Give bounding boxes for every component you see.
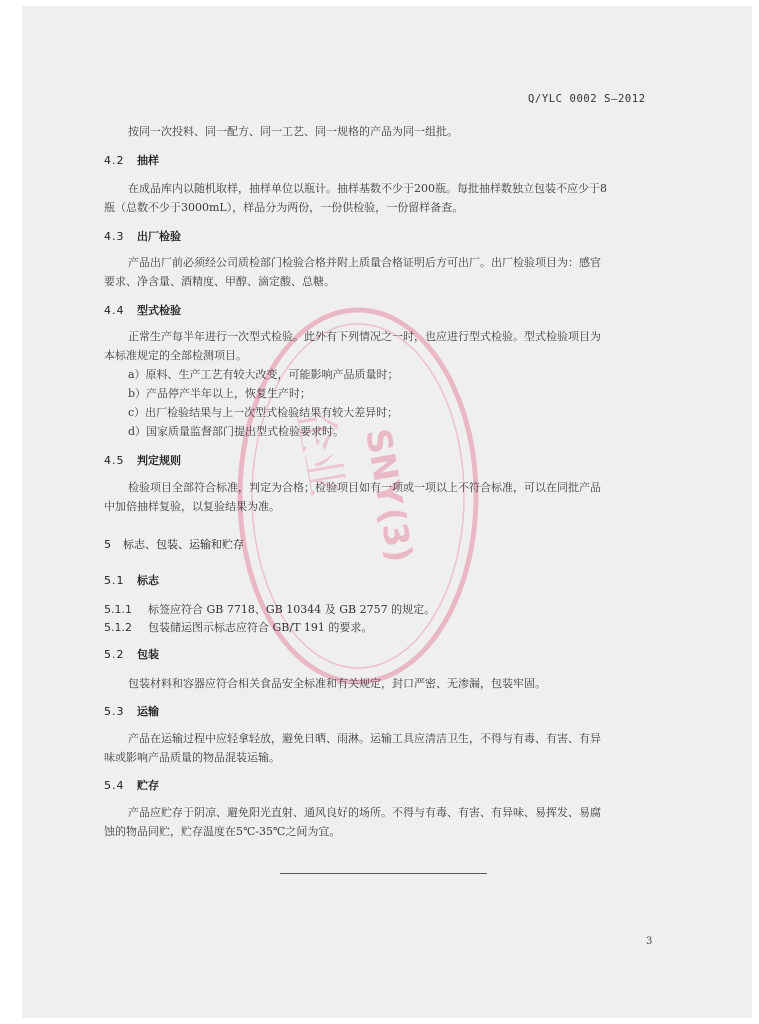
section-number: 4.2: [104, 154, 125, 167]
paragraph-line: 要求、净含量、酒精度、甲醇、滴定酸、总糖。: [104, 275, 335, 288]
paragraph-line: 产品在运输过程中应轻拿轻放，避免日晒、雨淋。运输工具应清洁卫生，不得与有毒、有害、有异: [128, 732, 601, 745]
clause-5-1-2: [104, 621, 372, 634]
section-number: 4.5: [104, 454, 125, 467]
section-title: 贮存: [137, 779, 159, 792]
paragraph-line: 检验项目全部符合标准，判定为合格；检验项目如有一项或一项以上不符合标准，可以在同批产品: [128, 481, 601, 494]
heading-4-4: [104, 304, 181, 317]
section-title: 运输: [137, 705, 159, 718]
section-number: 4.3: [104, 230, 125, 243]
clause-number: 5.1.2: [104, 621, 132, 634]
paragraph-line: 瓶（总数不少于3000mL），样品分为两份，一份供检验，一份留样备查。: [104, 201, 464, 214]
clause-text: 标签应符合 GB 7718、GB 10344 及 GB 2757 的规定。: [148, 603, 436, 616]
section-title: 出厂检验: [137, 230, 181, 243]
clause-text: 包装储运图示标志应符合 GB/T 191 的要求。: [148, 621, 373, 634]
heading-5-2: [104, 648, 159, 661]
page-number: 3: [646, 936, 653, 947]
section-number: 4.4: [104, 304, 125, 317]
heading-5-1: [104, 574, 159, 587]
paragraph-line: 产品应贮存于阴凉、避免阳光直射、通风良好的场所。不得与有毒、有害、有异味、易挥发、易腐: [128, 806, 601, 819]
heading-5-4: [104, 779, 159, 792]
section-number: 5.3: [104, 705, 125, 718]
section-number: 5: [104, 538, 112, 551]
list-item-b: b）产品停产半年以上，恢复生产时；: [128, 387, 312, 400]
paragraph-line: 蚀的物品同贮，贮存温度在5℃-35℃之间为宜。: [104, 825, 341, 838]
paragraph-line: 正常生产每半年进行一次型式检验。此外有下列情况之一时，也应进行型式检验。型式检验项目为: [128, 330, 601, 343]
paragraph-line: 本标准规定的全部检测项目。: [104, 349, 247, 362]
list-item-c: c）出厂检验结果与上一次型式检验结果有较大差异时；: [128, 406, 399, 419]
clause-5-1-1: [104, 603, 435, 616]
section-number: 5.4: [104, 779, 125, 792]
paragraph-line: 中加倍抽样复验，以复验结果为准。: [104, 500, 280, 513]
heading-5-3: [104, 705, 159, 718]
list-item-d: d）国家质量监督部门提出型式检验要求时。: [128, 425, 345, 438]
paragraph-line: 在成品库内以随机取样，抽样单位以瓶计。抽样基数不少于200瓶。每批抽样数独立包装不应少于8: [128, 182, 607, 195]
heading-4-5: [104, 454, 181, 467]
heading-4-2: [104, 154, 159, 167]
paragraph-line: 产品出厂前必须经公司质检部门检验合格并附上质量合格证明后方可出厂。出厂检验项目为：感官: [128, 256, 601, 269]
section-title: 包装: [137, 648, 159, 661]
svg-text:(3): (3): [370, 504, 420, 566]
section-title: 标志: [137, 574, 159, 587]
standard-code: Q/YLC 0002 S—2012: [528, 93, 646, 105]
end-rule: [280, 873, 487, 874]
heading-5: [104, 538, 244, 551]
section-number: 5.2: [104, 648, 125, 661]
heading-4-3: [104, 230, 181, 243]
clause-number: 5.1.1: [104, 603, 132, 616]
paragraph-batch: 按同一次投料、同一配方、同一工艺、同一规格的产品为同一组批。: [128, 125, 458, 138]
svg-text:SNY: SNY: [356, 425, 410, 510]
paragraph-line: 味或影响产品质量的物品混装运输。: [104, 751, 280, 764]
section-title: 型式检验: [137, 304, 181, 317]
section-title: 标志、包装、运输和贮存: [123, 538, 244, 551]
svg-text:企业: 企业: [286, 403, 353, 500]
list-item-a: a）原料、生产工艺有较大改变，可能影响产品质量时；: [128, 368, 399, 381]
section-number: 5.1: [104, 574, 125, 587]
section-title: 判定规则: [137, 454, 181, 467]
section-title: 抽样: [137, 154, 159, 167]
paragraph-line: 包装材料和容器应符合相关食品安全标准和有关规定，封口严密、无渗漏，包装牢固。: [128, 677, 546, 690]
